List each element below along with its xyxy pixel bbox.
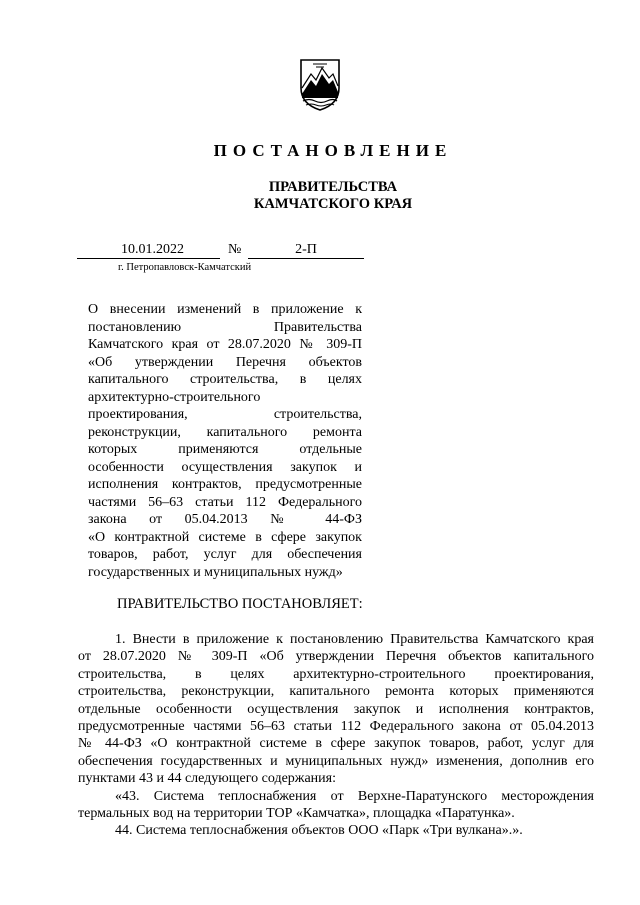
subject-line: архитектурно-строительного bbox=[88, 389, 261, 405]
body-line: строительства, реконструкции, капитального ремонта которых применяются bbox=[78, 684, 594, 700]
subject-line: «Об утверждении Перечня объектов bbox=[88, 354, 362, 370]
kamchatka-coat-of-arms-icon bbox=[299, 58, 341, 112]
issuer-line: КАМЧАТСКОГО КРАЯ bbox=[253, 196, 413, 212]
body-line: отдельные особенности осуществления закупок и исполнения контрактов, bbox=[78, 701, 594, 717]
subject-line: О внесении изменений в приложение к bbox=[88, 302, 362, 317]
document-city: г. Петропавловск-Камчатский bbox=[118, 262, 252, 273]
subject-line: частями 56–63 статьи 112 Федерального bbox=[88, 494, 362, 510]
body-line: 1. Внести в приложение к постановлению Правительства Камчатского края bbox=[115, 632, 594, 647]
number-sign: № bbox=[228, 242, 242, 257]
issuer-line: ПРАВИТЕЛЬСТВА bbox=[268, 179, 398, 195]
subject-line: реконструкции, капитального ремонта bbox=[88, 424, 362, 440]
subject-line: товаров, работ, услуг для обеспечения bbox=[88, 547, 362, 562]
subject-line: капитального строительства, в целях bbox=[88, 372, 362, 387]
subject-line: исполнения контрактов, предусмотренные bbox=[88, 477, 362, 492]
document-subject bbox=[88, 301, 362, 581]
body-line: «43. Система теплоснабжения от Верхне-Паратунского месторождения bbox=[115, 788, 594, 804]
subject-line: Камчатского края от 28.07.2020 № 309-П bbox=[88, 337, 362, 352]
document-number: 2-П bbox=[248, 241, 364, 259]
subject-line: особенности осуществления закупок и bbox=[88, 459, 362, 475]
body-line: строительства, в целях архитектурно-строительного проектирования, bbox=[78, 666, 594, 682]
body-line: от 28.07.2020 № 309-П «Об утверждении Перечня объектов капитального bbox=[78, 649, 594, 665]
subject-line: постановлению Правительства bbox=[88, 319, 362, 335]
body-line: № 44-ФЗ «О контрактной системе в сфере закупок товаров, работ, услуг для bbox=[78, 736, 594, 752]
body-line: пунктами 43 и 44 следующего содержания: bbox=[78, 771, 336, 787]
subject-line: проектирования, строительства, bbox=[88, 407, 362, 422]
body-line: термальных вод на территории ТОР «Камчатка», площадка «Паратунка». bbox=[78, 806, 515, 822]
subject-line: закона от 05.04.2013 № 44-ФЗ bbox=[88, 512, 362, 527]
document-date: 10.01.2022 bbox=[77, 241, 220, 259]
body-line: обеспечения государственных и муниципальных нужд» изменения, дополнив его bbox=[78, 753, 594, 769]
subject-line: которых применяются отдельные bbox=[88, 442, 362, 457]
subject-line: государственных и муниципальных нужд» bbox=[88, 564, 343, 580]
document-body bbox=[78, 631, 594, 840]
document-type-title: ПОСТАНОВЛЕНИЕ bbox=[213, 141, 453, 160]
body-line: 44. Система теплоснабжения объектов ООО «Парк «Три вулкана».». bbox=[115, 823, 523, 839]
body-line: предусмотренные частями 56–63 статьи 112 Федерального закона от 05.04.2013 bbox=[78, 719, 594, 735]
issuer-block bbox=[0, 179, 640, 213]
decree-heading: ПРАВИТЕЛЬСТВО ПОСТАНОВЛЯЕТ: bbox=[117, 596, 363, 612]
subject-line: «О контрактной системе в сфере закупок bbox=[88, 529, 362, 545]
